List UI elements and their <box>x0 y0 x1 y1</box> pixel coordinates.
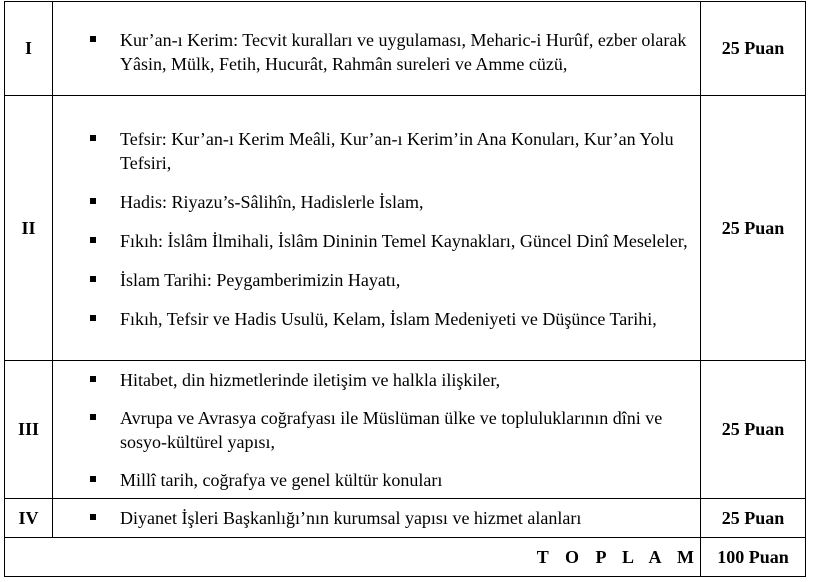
row-section-3 <box>5 361 806 499</box>
section-number: I <box>5 2 53 96</box>
topic-cell <box>53 499 701 538</box>
topic-text: Fıkıh, Tefsir ve Hadis Usulü, Kelam, İslam Medeniyeti ve Düşünce Tarihi, <box>120 308 657 329</box>
topic-item <box>53 190 700 214</box>
section-number: III <box>5 361 53 499</box>
topic-item <box>53 229 700 253</box>
topic-item <box>53 127 700 175</box>
row-total <box>5 538 806 577</box>
score-table <box>4 1 806 577</box>
topic-item <box>53 506 700 530</box>
topic-text: Avrupa ve Avrasya coğrafyası ile Müslüman ülke ve topluluklarının dîni ve sosyo-kültürel yapısı, <box>120 408 663 452</box>
section-points: 25 Puan <box>701 361 806 499</box>
topic-text: Millî tarih, coğrafya ve genel kültür konuları <box>120 470 443 490</box>
topic-item <box>53 307 700 331</box>
total-label: T O P L A M <box>5 538 701 577</box>
topic-text: Hitabet, din hizmetlerinde iletişim ve halkla ilişkiler, <box>120 370 501 390</box>
section-number: II <box>5 96 53 361</box>
bullet-icon <box>90 276 96 282</box>
bullet-icon <box>90 36 96 42</box>
row-section-1 <box>5 2 806 96</box>
topic-item <box>53 468 700 492</box>
topic-list <box>53 126 700 331</box>
topic-item <box>53 368 700 392</box>
topic-cell <box>53 361 701 499</box>
bullet-icon <box>90 476 96 482</box>
topic-text: Fıkıh: İslâm İlmihali, İslâm Dininin Temel Kaynakları, Güncel Dinî Meseleler, <box>120 230 688 251</box>
bullet-icon <box>90 135 96 141</box>
total-points: 100 Puan <box>701 538 806 577</box>
section-number: IV <box>5 499 53 538</box>
topic-cell <box>53 96 701 361</box>
bullet-icon <box>90 514 96 520</box>
topic-text: Kur’an-ı Kerim: Tecvit kuralları ve uygulaması, Meharic-i Hurûf, ezber olarak Yâsin, Mülk, Fetih, Hucurât, Rahmân sureleri ve Amme cüzü, <box>120 30 687 74</box>
topic-text: İslam Tarihi: Peygamberimizin Hayatı, <box>120 269 401 290</box>
topic-item <box>53 406 700 454</box>
topic-item <box>53 28 700 76</box>
bullet-icon <box>90 237 96 243</box>
section-points: 25 Puan <box>701 2 806 96</box>
bullet-icon <box>90 414 96 420</box>
section-points: 25 Puan <box>701 96 806 361</box>
topic-list <box>53 506 700 530</box>
topic-text: Diyanet İşleri Başkanlığı’nın kurumsal yapısı ve hizmet alanları <box>120 508 582 528</box>
topic-text: Tefsir: Kur’an-ı Kerim Meâli, Kur’an-ı Kerim’in Ana Konuları, Kur’an Yolu Tefsiri, <box>120 128 674 173</box>
topic-text: Hadis: Riyazu’s-Sâlihîn, Hadislerle İslam, <box>120 191 424 212</box>
topic-list <box>53 367 700 492</box>
topic-item <box>53 268 700 292</box>
section-points: 25 Puan <box>701 499 806 538</box>
topic-list <box>53 21 700 76</box>
topic-cell <box>53 2 701 96</box>
bullet-icon <box>90 315 96 321</box>
bullet-icon <box>90 376 96 382</box>
bullet-icon <box>90 198 96 204</box>
row-section-4 <box>5 499 806 538</box>
row-section-2 <box>5 96 806 361</box>
